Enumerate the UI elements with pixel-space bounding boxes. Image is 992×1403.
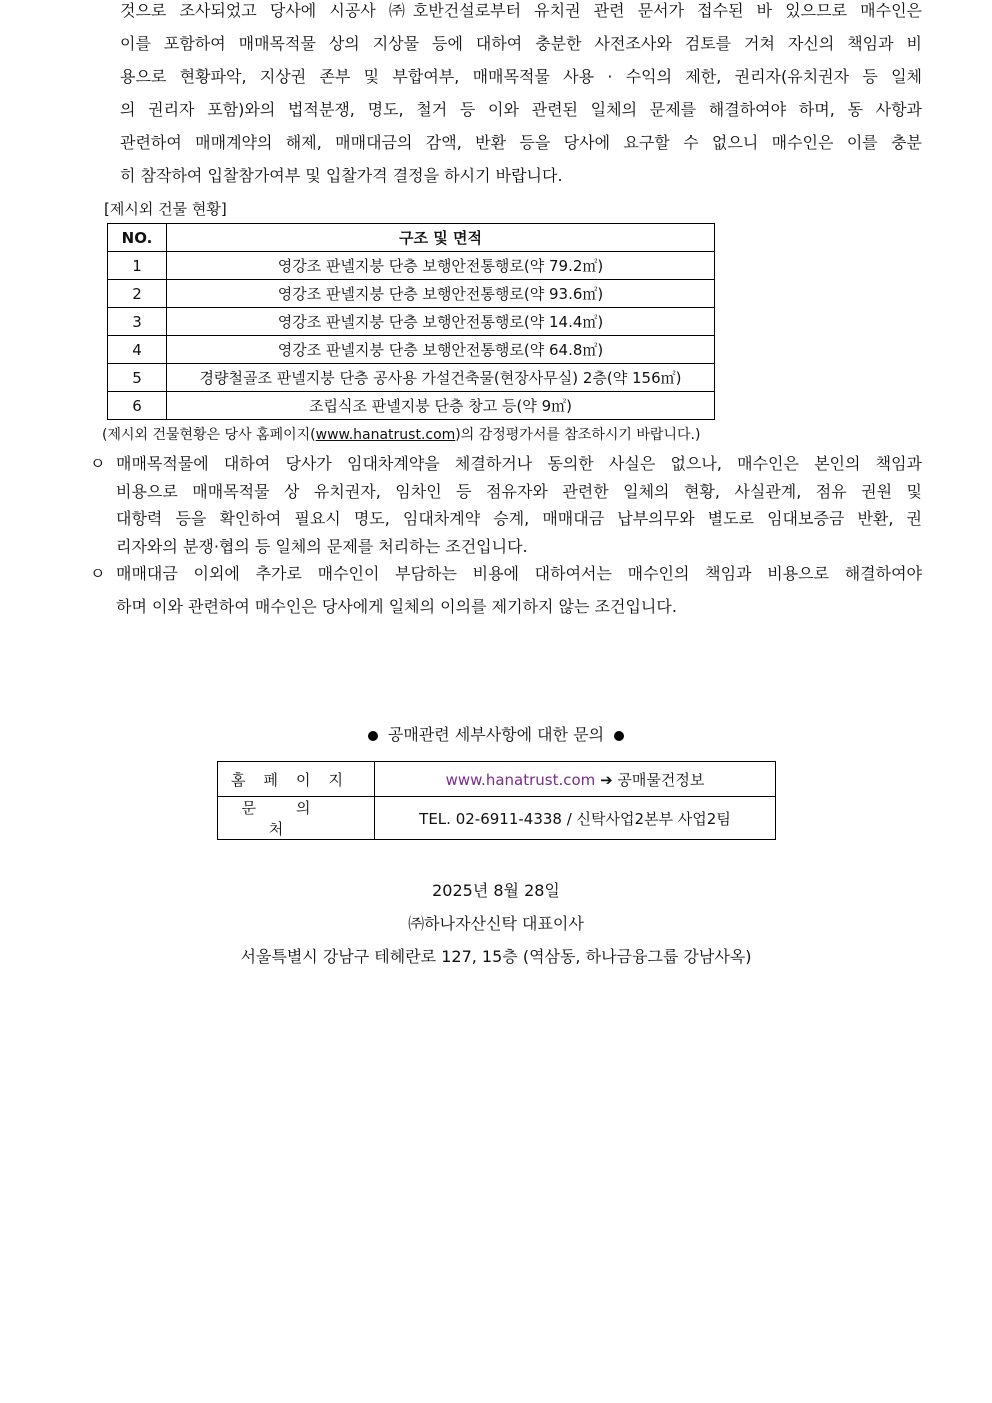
intro-line: 관련하여 매매계약의 해제, 매매대금의 감액, 반환 등을 당사에 요구할 수 없으니 매수인은 이를 충분 xyxy=(120,133,922,152)
bullet-line: 비용으로 매매목적물 상 유치권자, 임차인 등 점유자와 관련한 일체의 현황, 사실관계, 점유 권원 및 xyxy=(116,481,922,501)
table-row xyxy=(218,762,776,797)
homepage-link[interactable]: www.hanatrust.com xyxy=(445,770,596,789)
bullet-line: 대항력 등을 확인하여 필요시 명도, 임대차계약 승계, 매매대금 납부의무와 별도로 임대보증금 반환, 권 xyxy=(116,509,922,528)
homepage-label: 홈페이지 xyxy=(218,762,375,797)
row-no: 3 xyxy=(108,308,167,336)
table-row xyxy=(108,280,715,308)
intro-line: 용으로 현황파악, 지상권 존부 및 부합여부, 매매목적물 사용 · 수익의 제한, 권리자(유치권자 등 일체 xyxy=(120,67,922,86)
building-table-note xyxy=(102,424,700,444)
table-header-row xyxy=(108,224,715,252)
inquiry-title-text: 공매관련 세부사항에 대한 문의 xyxy=(387,725,605,744)
header-structure: 구조 및 면적 xyxy=(167,224,715,252)
intro-paragraph xyxy=(120,0,922,192)
table-row xyxy=(108,252,715,280)
table-row xyxy=(108,336,715,364)
table-row xyxy=(108,364,715,392)
row-no: 2 xyxy=(108,280,167,308)
bullet-line: 리자와의 분쟁·협의 등 일체의 문제를 처리하는 조건입니다. xyxy=(116,536,528,556)
row-structure: 영강조 판넬지붕 단층 보행안전통행로(약 14.4㎡) xyxy=(167,308,715,336)
table-row xyxy=(218,797,776,840)
note-link[interactable]: www.hanatrust.com xyxy=(315,427,456,443)
intro-line: 의 권리자 포함)와의 법적분쟁, 명도, 철거 등 이와 관련된 일체의 문제를 해결하여야 하며, 동 사항과 xyxy=(120,100,922,119)
homepage-value xyxy=(375,762,776,797)
row-structure: 영강조 판넬지붕 단층 보행안전통행로(약 79.2㎡) xyxy=(167,252,715,280)
row-no: 4 xyxy=(108,336,167,364)
header-no: NO. xyxy=(108,224,167,252)
bullet-dot-icon xyxy=(614,731,624,741)
arrow-right-icon: ➔ xyxy=(600,770,613,789)
footer-company: ㈜하나자산신탁 대표이사 xyxy=(408,914,584,933)
note-text: )의 감정평가서를 참조하시기 바랍니다.) xyxy=(455,427,701,443)
building-table-caption: [제시외 건물 현황] xyxy=(104,200,227,218)
homepage-menu: 공매물건정보 xyxy=(617,770,705,789)
intro-line: 것으로 조사되었고 당사에 시공사 ㈜호반건설로부터 유치권 관련 문서가 접수된 바 있으므로 매수인은 xyxy=(120,1,922,20)
inquiry-title xyxy=(0,722,992,745)
row-no: 1 xyxy=(108,252,167,280)
intro-line: 이를 포함하여 매매목적물 상의 지상물 등에 대하여 충분한 사전조사와 검토를 거쳐 자신의 책임과 비 xyxy=(120,34,922,53)
row-structure: 영강조 판넬지붕 단층 보행안전통행로(약 93.6㎡) xyxy=(167,280,715,308)
row-structure: 조립식조 판넬지붕 단층 창고 등(약 9㎡) xyxy=(167,392,715,420)
bullet-mark: ㅇ xyxy=(90,454,106,473)
row-structure: 경량철골조 판넬지붕 단층 공사용 가설건축물(현장사무실) 2층(약 156㎡) xyxy=(167,364,715,392)
footer-address: 서울특별시 강남구 테헤란로 127, 15층 (역삼동, 하나금융그룹 강남사옥) xyxy=(240,947,752,966)
bullet-item xyxy=(90,450,922,560)
bullet-line: 매매목적물에 대하여 당사가 임대차계약을 체결하거나 동의한 사실은 없으나, 매수인은 본인의 책임과 xyxy=(116,454,922,473)
table-row xyxy=(108,308,715,336)
table-row xyxy=(108,392,715,420)
contact-label: 문의처 xyxy=(218,797,375,840)
intro-line: 히 참작하여 입찰참가여부 및 입찰가격 결정을 하시기 바랍니다. xyxy=(120,166,563,185)
note-text: (제시외 건물현황은 당사 홈페이지( xyxy=(102,427,316,443)
bullet-dot-icon xyxy=(368,731,378,741)
building-table xyxy=(107,223,715,420)
bullet-mark: ㅇ xyxy=(90,564,106,583)
contact-value: TEL. 02-6911-4338 / 신탁사업2본부 사업2팀 xyxy=(375,797,776,840)
bullet-line: 하며 이와 관련하여 매수인은 당사에게 일체의 이의를 제기하지 않는 조건입니다. xyxy=(116,597,677,616)
bullet-line: 매매대금 이외에 추가로 매수인이 부담하는 비용에 대하여서는 매수인의 책임과 비용으로 해결하여야 xyxy=(116,564,922,583)
footer-date: 2025년 8월 28일 xyxy=(432,881,560,900)
bullet-item xyxy=(90,557,922,623)
row-structure: 영강조 판넬지붕 단층 보행안전통행로(약 64.8㎡) xyxy=(167,336,715,364)
row-no: 6 xyxy=(108,392,167,420)
inquiry-table xyxy=(217,761,776,840)
row-no: 5 xyxy=(108,364,167,392)
